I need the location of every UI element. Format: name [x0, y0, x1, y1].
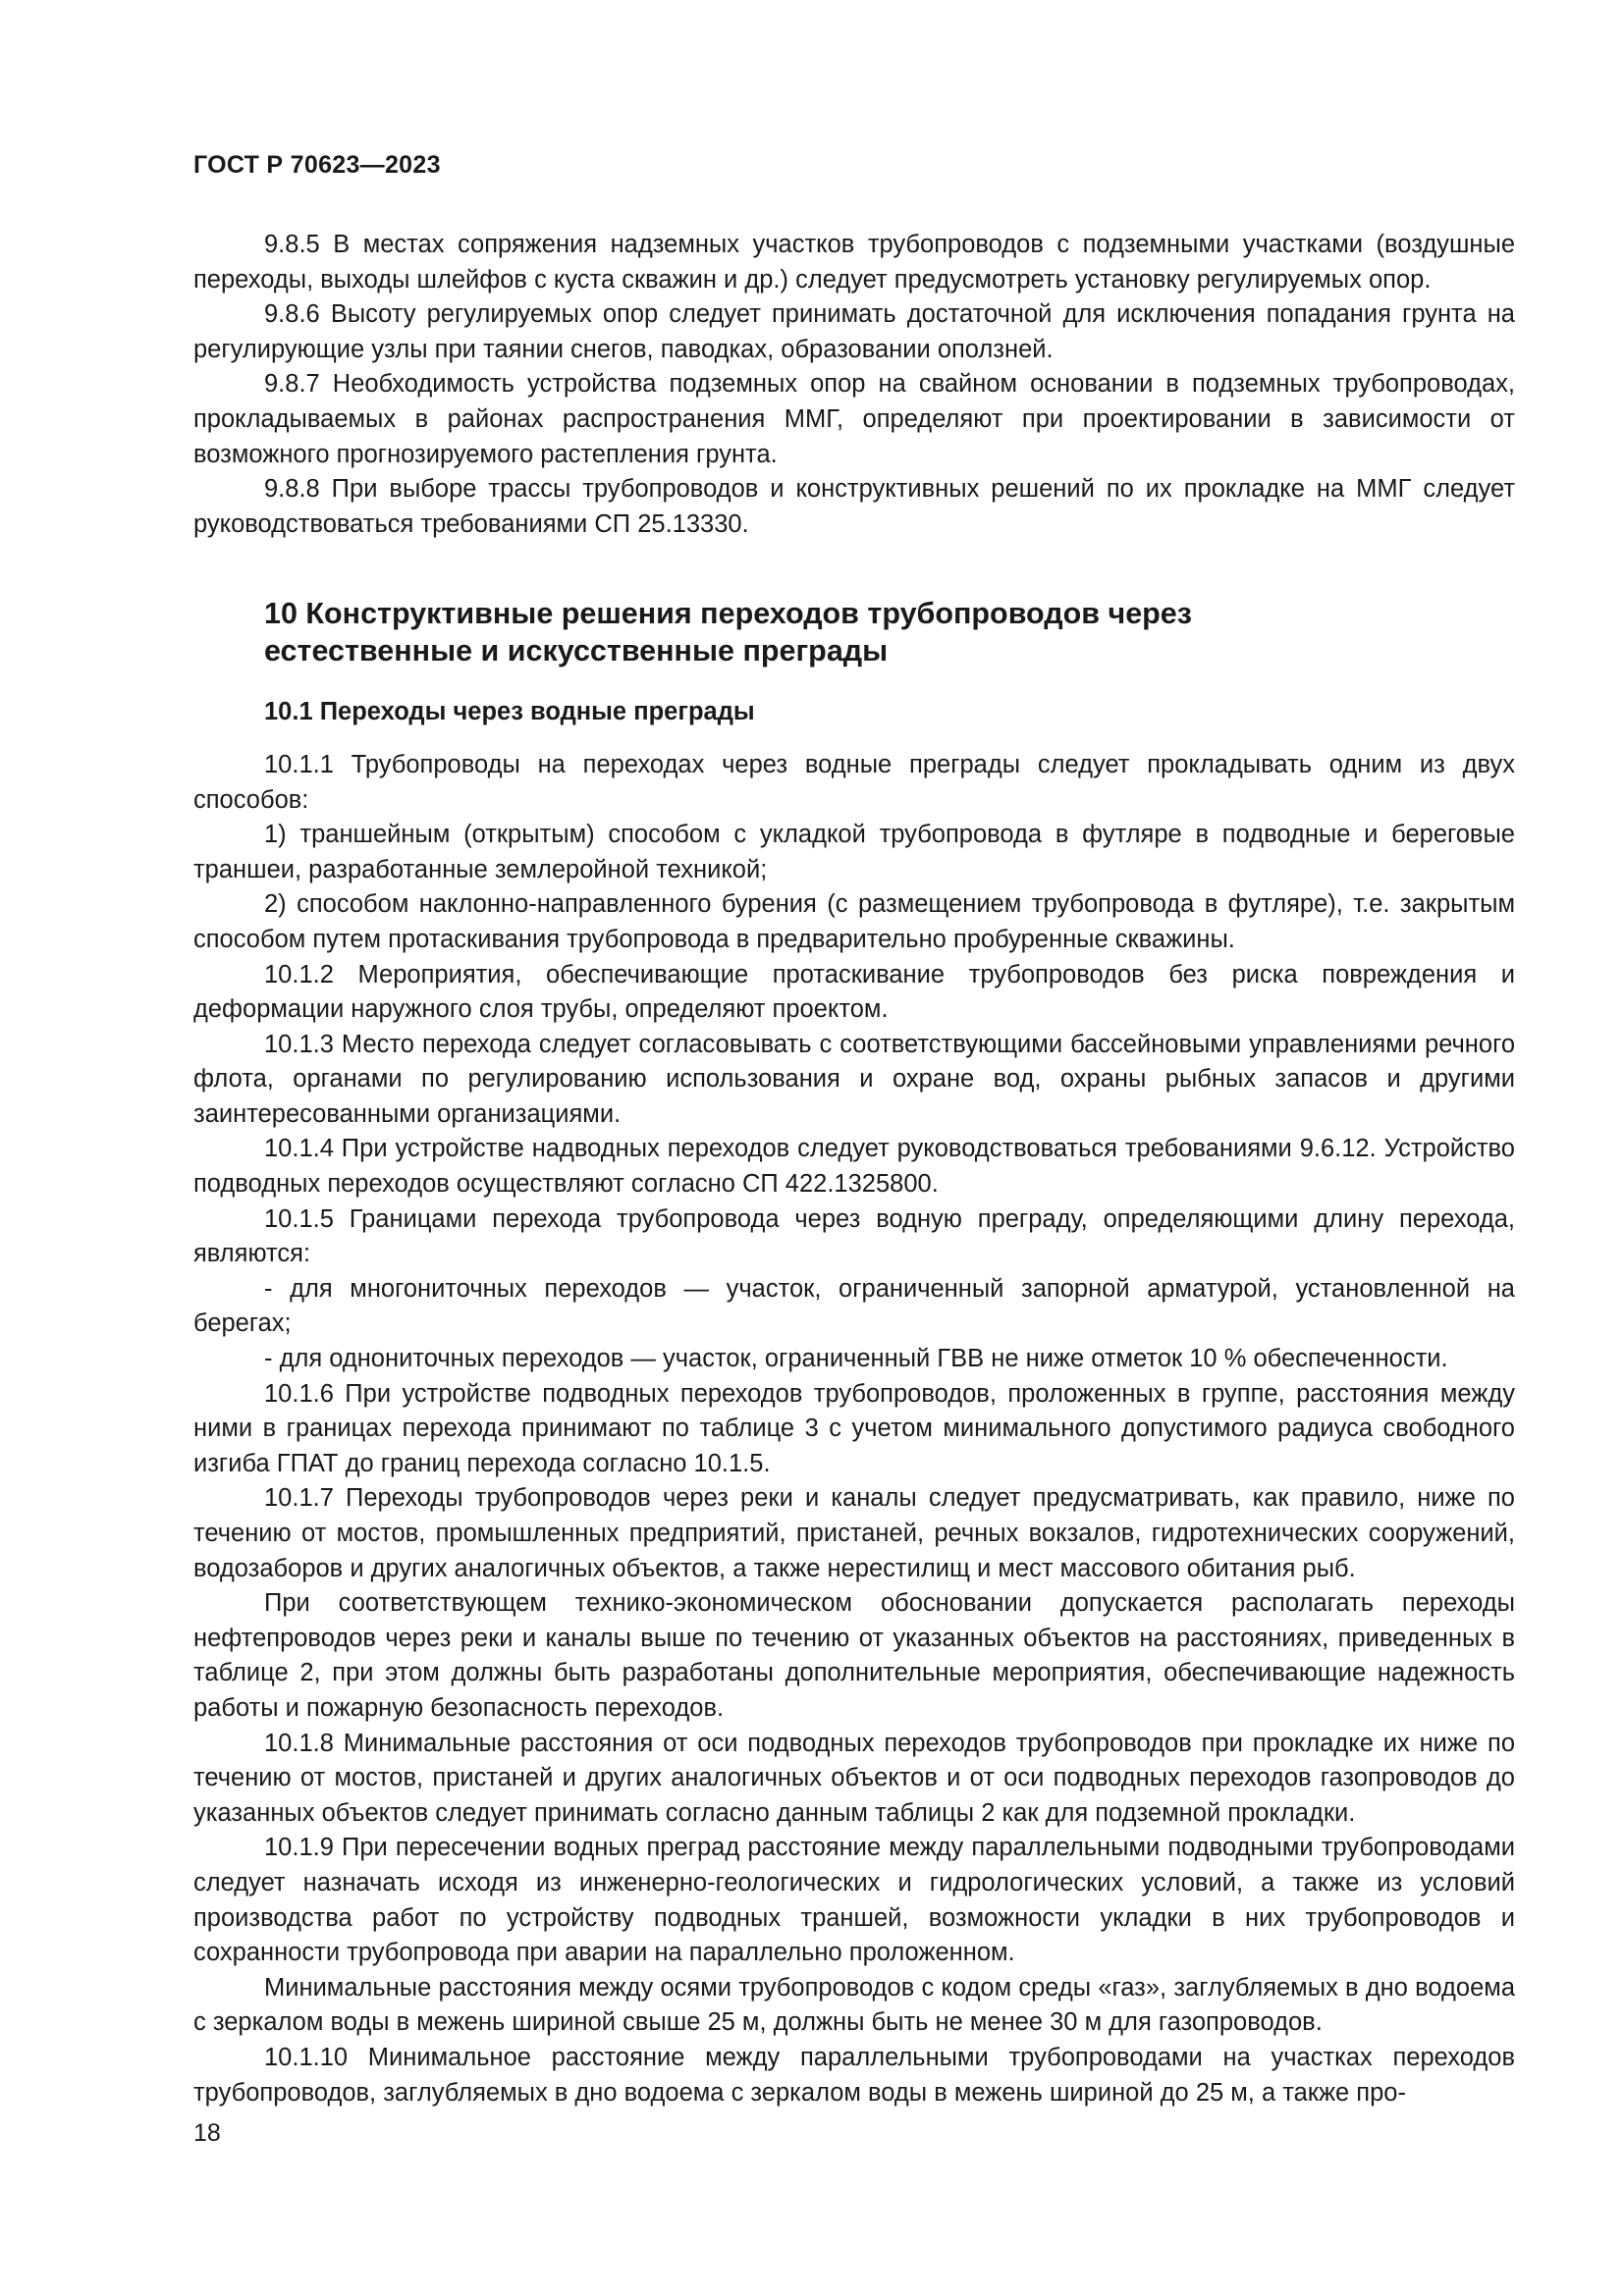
paragraph-9-8-7: 9.8.7 Необходимость устройства подземных опор на свайном основании в подземных трубопроводах, прокладываемых в районах распространения ММГ, определяют при проектировании в зависимости от возможного прогнозируемого растепления грунта.: [193, 370, 1515, 468]
paragraph-10-1-6: 10.1.6 При устройстве подводных переходов трубопроводов, проложенных в группе, расстояния между ними в границах перехода принимают по таблице 3 с учетом минимального допустимого радиуса свободного изгиба ГПАТ до границ перехода согласно 10.1.5.: [193, 1379, 1515, 1477]
paragraph-10-1-3: 10.1.3 Место перехода следует согласовывать с соответствующими бассейновыми управлениями речного флота, органами по регулированию использования и охране вод, охраны рыбных запасов и другими заинтересованными организациями.: [193, 1030, 1515, 1128]
paragraph-10-1-5: 10.1.5 Границами перехода трубопровода через водную преграду, определяющими длину перехода, являются:: [193, 1204, 1515, 1268]
list-item-1: 1) траншейным (открытым) способом с укладкой трубопровода в футляре в подводные и береговые траншеи, разработанные землеройной техникой;: [193, 821, 1515, 883]
paragraph-10-1-9: 10.1.9 При пересечении водных преград расстояние между параллельными подводными трубопроводами следует назначать исходя из инженерно-геологических и гидрологических условий, а также из условий производства работ по устройству подводных траншей, возможности укладки в них трубопроводов и сохранности трубопровода при аварии на параллельно проложенном.: [193, 1834, 1515, 1967]
paragraph-10-1-8: 10.1.8 Минимальные расстояния от оси подводных переходов трубопроводов при прокладке их ниже по течению от мостов, пристаней и других аналогичных объектов и от оси подводных переходов газопроводов до указанных объектов следует принимать согласно данным таблицы 2 как для подземной прокладки.: [193, 1729, 1515, 1827]
paragraph-10-1-4: 10.1.4 При устройстве надводных переходов следует руководствоваться требованиями 9.6.12. Устройство подводных переходов осуществляют согласно СП 422.1325800.: [193, 1135, 1515, 1199]
list-item-2: 2) способом наклонно-направленного бурения (с размещением трубопровода в футляре), т.е. закрытым способом путем протаскивания трубопровода в предварительно пробуренные скважины.: [193, 890, 1515, 953]
paragraph-10-1-9-cont: Минимальные расстояния между осями трубопроводов с кодом среды «газ», заглубляемых в дно водоема с зеркалом воды в межень шириной свыше 25 м, должны быть не менее 30 м для газопроводов.: [193, 1973, 1515, 2037]
page-number: 18: [193, 2119, 221, 2147]
list-item-single-line: - для однониточных переходов — участок, ограниченный ГВВ не ниже отметок 10 % обеспеченности.: [264, 1345, 1448, 1373]
list-item-multi-line: - для многониточных переходов — участок, ограниченный запорной арматурой, установленной на берегах;: [193, 1274, 1515, 1338]
paragraph-9-8-6: 9.8.6 Высоту регулируемых опор следует принимать достаточной для исключения попадания грунта на регулирующие узлы при таянии снегов, паводках, образовании оползней.: [193, 300, 1515, 363]
paragraph-9-8-5: 9.8.5 В местах сопряжения надземных участков трубопроводов с подземными участками (воздушные переходы, выходы шлейфов с куста скважин и др.) следует предусмотреть установку регулируемых опор.: [193, 231, 1515, 294]
section-heading: 10 Конструктивные решения переходов трубопроводов через естественные и искусственные преграды: [264, 597, 1192, 668]
paragraph-9-8-8: 9.8.8 При выборе трассы трубопроводов и конструктивных решений по их прокладке на ММГ следует руководствоваться требованиями СП 25.13330.: [193, 475, 1515, 538]
paragraph-10-1-1: 10.1.1 Трубопроводы на переходах через водные преграды следует прокладывать одним из двух способов:: [193, 750, 1515, 814]
document-header: ГОСТ Р 70623—2023: [193, 151, 441, 179]
paragraph-10-1-2: 10.1.2 Мероприятия, обеспечивающие протаскивание трубопроводов без риска повреждения и деформации наружного слоя трубы, определяют проектом.: [193, 960, 1515, 1024]
paragraph-10-1-10: 10.1.10 Минимальное расстояние между параллельными трубопроводами на участках переходов трубопроводов, заглубляемых в дно водоема с зеркалом воды в межень шириной до 25 м, а также про-: [193, 2043, 1515, 2107]
paragraph-10-1-7: 10.1.7 Переходы трубопроводов через реки и каналы следует предусматривать, как правило, ниже по течению от мостов, промышленных предприятий, пристаней, речных вокзалов, гидротехнических сооружений, водозаборов и других аналогичных объектов, а также нерестилищ и мест массового обитания рыб.: [193, 1484, 1515, 1582]
subsection-heading: 10.1 Переходы через водные преграды: [264, 698, 755, 726]
paragraph-10-1-7-cont: При соответствующем технико-экономическом обосновании допускается располагать переходы нефтепроводов через реки и каналы выше по течению от указанных объектов на расстояниях, приведенных в таблице 2, при этом должны быть разработаны дополнительные мероприятия, обеспечивающие надежность работы и пожарную безопасность переходов.: [193, 1589, 1515, 1722]
document-body: [193, 228, 1515, 2110]
